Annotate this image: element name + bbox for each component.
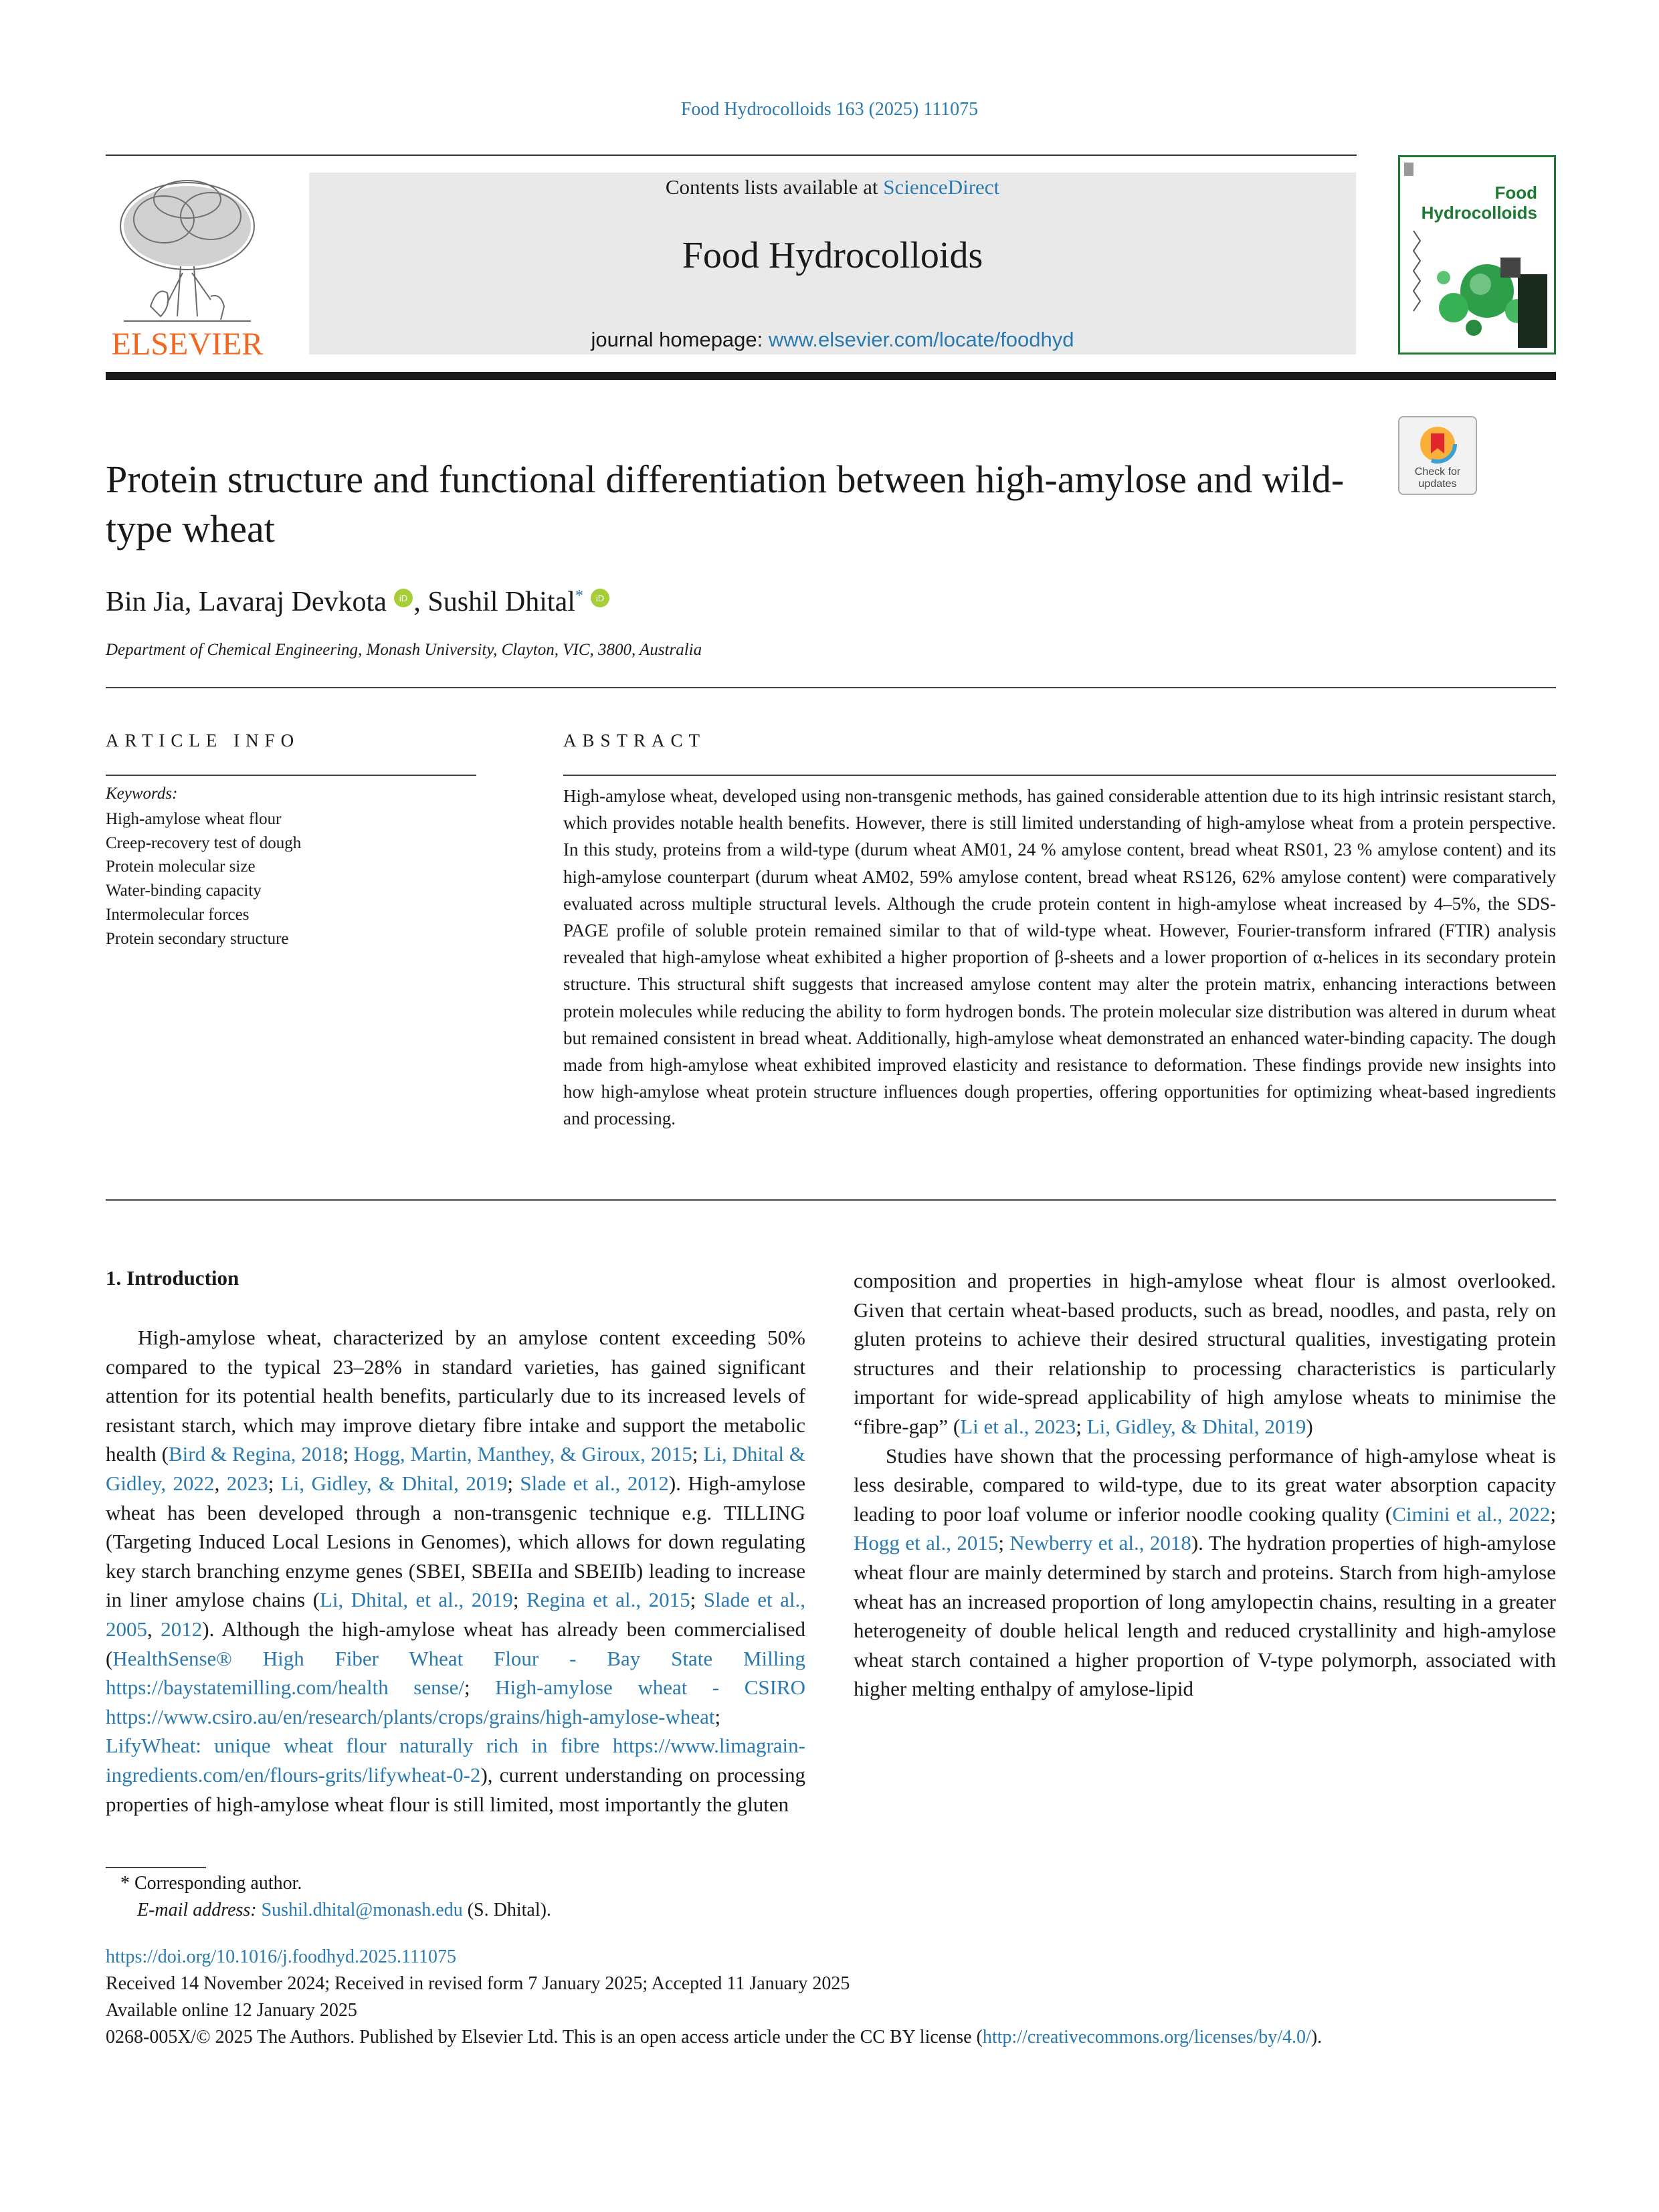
citation-link[interactable]: Slade et al., 2012	[520, 1471, 669, 1495]
citation-link[interactable]: Regina et al., 2015	[526, 1588, 690, 1612]
citation-link[interactable]: High-amylose wheat - CSIRO https://www.csiro.au/en/research/plants/crops/grains/high-amylose-wheat	[106, 1676, 806, 1728]
body-text: ). Although the high-amylose wheat has already been commercialised (	[106, 1617, 806, 1670]
keyword[interactable]: Creep-recovery test of dough	[106, 833, 302, 852]
article-title: Protein structure and functional differentiation between high-amylose and wild-type wheat	[106, 458, 1345, 550]
check-for-updates-icon	[1399, 417, 1476, 494]
received-dates: Received 14 November 2024; Received in revised form 7 January 2025; Accepted 11 January 2025	[106, 1973, 850, 1994]
elsevier-wordmark: ELSEVIER	[111, 326, 264, 360]
check-for-updates-button[interactable]	[1398, 416, 1477, 495]
svg-text:iD: iD	[399, 593, 408, 603]
author-list	[106, 586, 610, 618]
citation-link[interactable]: Li, Dhital & Gidley, 2022	[106, 1442, 805, 1495]
homepage-link[interactable]: www.elsevier.com/locate/foodhyd	[768, 328, 1074, 351]
header-rule	[106, 155, 1357, 156]
body-text: ). High-amylose wheat has been developed through a non-transgenic technique e.g. TILLING (Targeting Induced Local Lesions in Genomes), which allows for down regulating key starch branching enzyme genes (SBEI, SBEIIa and SBEIIb) leading to increase in liner amylose chains (	[106, 1471, 806, 1612]
elsevier-logo	[104, 173, 271, 360]
cover-title-line1: Food	[1494, 183, 1537, 203]
keyword[interactable]: High-amylose wheat flour	[106, 810, 282, 828]
svg-text:iD: iD	[596, 593, 605, 603]
keyword[interactable]: Protein secondary structure	[106, 929, 289, 948]
license-link[interactable]: http://creativecommons.org/licenses/by/4.0/	[982, 2027, 1311, 2047]
keywords-list	[106, 807, 301, 950]
author-separator: ,	[413, 587, 428, 617]
body-text: Studies have shown that the processing performance of high-amylose wheat is less desirable, compared to wild-type, due to its great water absorption capacity leading to poor loaf volume or inferior noodle cooking quality (	[854, 1443, 1556, 1526]
body-text: ,	[214, 1471, 227, 1495]
license-suffix: ).	[1310, 2027, 1323, 2047]
body-text: composition and properties in high-amylose wheat flour is almost overlooked. Given that certain wheat-based products, such as bread, noodles, and pasta, rely on gluten proteins to achieve their desired structural qualities, investigating protein structures and their relationship to processing characteristics is particularly important for wide-spread applicability of high amylose wheats to minimise the “fibre-gap” (	[854, 1269, 1556, 1438]
section-rule	[106, 1199, 1556, 1201]
sciencedirect-link[interactable]: ScienceDirect	[883, 175, 1000, 199]
body-column-right	[854, 1266, 1556, 1704]
check-updates-line2: updates	[1418, 478, 1457, 490]
abstract-text: High-amylose wheat, developed using non-transgenic methods, has gained considerable attention due to its high intrinsic resistant starch, which provides notable health benefits. However, there is still limited understanding of high-amylose wheat from a protein perspective. In this study, proteins from a wild-type (durum wheat AM01, 24 % amylose content, bread wheat RS01, 23 % amylose content) and its high-amylose counterpart (durum wheat AM02, 59% amylose content, bread wheat RS126, 62% amylose content) were comparatively evaluated across multiple structural levels. Although the crude protein content in high-amylose wheat increased by 4–5%, the SDS-PAGE profile of soluble protein remained similar to that of wild-type wheat. However, Fourier-transform infrared (FTIR) analysis revealed that high-amylose wheat exhibited a higher proportion of β-sheets and a lower proportion of α-helices in its secondary protein structure. This structural shift suggests that increased amylose content may alter the protein matrix, enhancing interactions between protein molecules while reducing the ability to form hydrogen bonds. The protein molecular size distribution was altered in durum wheat but remained consistent in bread wheat. Additionally, high-amylose wheat demonstrated an enhanced water-binding capacity. The dough made from high-amylose wheat exhibited improved elasticity and resistance to deformation. These findings provide new insights into how high-amylose wheat protein structure influences dough properties, offering opportunities for optimizing wheat-based ingredients and processing.	[563, 786, 1556, 1129]
author-name[interactable]: Sushil Dhital	[427, 587, 575, 617]
citation-link[interactable]: Li,	[1086, 1414, 1116, 1438]
author-separator: ,	[184, 587, 199, 617]
citation-link[interactable]: Li, Gidley, & Dhital, 2019	[280, 1471, 508, 1495]
orcid-icon[interactable]	[590, 588, 610, 608]
abstract-rule	[563, 775, 1556, 776]
email-note	[137, 1900, 551, 1921]
intro-paragraph-2	[854, 1441, 1556, 1704]
body-column-left	[106, 1323, 805, 1819]
abstract-heading: ABSTRACT	[563, 730, 706, 750]
body-text: ), current understanding on processing properties of high-amylose wheat flour is still limited, most importantly the gluten	[106, 1763, 805, 1816]
corresponding-author-note: * Corresponding author.	[120, 1873, 302, 1894]
keyword[interactable]: Water-binding capacity	[106, 882, 262, 900]
citation-link[interactable]: Li	[960, 1414, 984, 1438]
citation-link[interactable]: Cimini et al., 2022	[1392, 1502, 1551, 1526]
body-text: ;	[464, 1676, 496, 1700]
contents-line	[309, 175, 1356, 199]
intro-paragraph-1-continued	[854, 1266, 1556, 1441]
corresponding-mark[interactable]: *	[575, 587, 583, 605]
license-note	[106, 2027, 1322, 2048]
journal-homepage	[309, 328, 1356, 352]
citation-link[interactable]: Hogg, Martin, Manthey, & Giroux, 2015	[353, 1442, 692, 1466]
citation-link[interactable]: 2012	[161, 1617, 203, 1641]
body-text: ,	[147, 1617, 161, 1641]
affiliation: Department of Chemical Engineering, Monash University, Clayton, VIC, 3800, Australia	[106, 641, 702, 659]
cover-title-line2: Hydrocolloids	[1421, 203, 1537, 223]
article-info-heading: ARTICLE INFO	[106, 730, 300, 750]
body-text: ;	[714, 1704, 721, 1728]
introduction-heading: 1. Introduction	[106, 1266, 239, 1290]
citation-link[interactable]: Slade et al., 2005	[106, 1588, 805, 1641]
homepage-prefix: journal homepage:	[591, 328, 769, 351]
license-prefix: 0268-005X/© 2025 The Authors. Published by Elsevier Ltd. This is an open access article under the CC BY license (	[106, 2027, 983, 2047]
body-text: ;	[343, 1442, 354, 1466]
body-text: High-amylose wheat, characterized by an amylose content exceeding 50% compared to the typical 23–28% in standard varieties, has gained significant attention for its potential health benefits, particularly due to its increased levels of resistant starch, which may improve dietary fibre intake and support the metabolic health (	[106, 1326, 805, 1466]
footnote-rule	[106, 1867, 206, 1868]
citation-link[interactable]: Gidley, & Dhital, 2019	[1115, 1414, 1306, 1438]
body-text: ;	[268, 1471, 281, 1495]
article-info-rule	[106, 775, 476, 776]
email-label: E-mail address:	[137, 1900, 262, 1920]
doi-link[interactable]: https://doi.org/10.1016/j.foodhyd.2025.111075	[106, 1946, 456, 1967]
contents-prefix: Contents lists available at	[665, 175, 884, 199]
section-rule	[106, 687, 1556, 688]
journal-cover-image	[1400, 157, 1554, 353]
citation-link[interactable]: Hogg et al., 2015	[854, 1531, 999, 1555]
body-text: ;	[1076, 1414, 1087, 1438]
check-updates-line1: Check for	[1414, 466, 1461, 478]
citation-link[interactable]: Li, Dhital, et al., 2019	[319, 1588, 513, 1612]
orcid-icon[interactable]	[393, 588, 413, 608]
author-name[interactable]: Lavaraj Devkota	[198, 587, 387, 617]
available-online-date: Available online 12 January 2025	[106, 2000, 357, 2021]
body-text: ). The hydration properties of high-amylose wheat flour are mainly determined by starch and proteins. Starch from high-amylose wheat has an increased proportion of long amylopectin chains, resulting in a greater heterogeneity of double helical length and reduced crystallinity and high-amylose wheat starch contained a higher proportion of V-type polymorph, associated with higher melting enthalpy of amylose-lipid	[854, 1531, 1556, 1701]
keyword[interactable]: Intermolecular forces	[106, 905, 250, 924]
journal-citation[interactable]: Food Hydrocolloids 163 (2025) 111075	[680, 99, 979, 120]
author-name[interactable]: Bin Jia	[106, 587, 185, 617]
body-text: ;	[512, 1588, 526, 1612]
citation-link[interactable]: HealthSense® High Fiber Wheat Flour - Bay State Milling https://baystatemilling.com/health sense/	[106, 1646, 805, 1700]
body-text: ;	[507, 1471, 520, 1495]
body-text: ;	[998, 1531, 1010, 1555]
elsevier-tree-icon	[104, 173, 271, 360]
citation-link[interactable]: Bird & Regina, 2018	[168, 1442, 343, 1466]
keyword[interactable]: Protein molecular size	[106, 858, 256, 876]
body-text: )	[1306, 1414, 1313, 1438]
journal-cover[interactable]	[1398, 155, 1556, 355]
citation-link[interactable]: 2023	[226, 1471, 268, 1495]
header-thick-rule	[106, 372, 1556, 380]
email-suffix: (S. Dhital).	[462, 1900, 551, 1920]
email-link[interactable]: Sushil.dhital@monash.edu	[261, 1900, 463, 1920]
intro-paragraph-1	[106, 1323, 805, 1819]
body-text: ;	[690, 1588, 704, 1612]
citation-link[interactable]: et al., 2023	[983, 1414, 1076, 1438]
journal-name: Food Hydrocolloids	[682, 235, 983, 276]
body-text: ;	[692, 1442, 704, 1466]
keywords-label: Keywords:	[106, 785, 178, 803]
citation-link[interactable]: Newberry et al., 2018	[1009, 1531, 1191, 1555]
body-text: ;	[1550, 1502, 1556, 1526]
citation-link[interactable]: LifyWheat: unique wheat flour naturally rich in fibre https://www.limagrain-ingredients.com/en/flours-grits/lifywheat-0-2	[106, 1734, 805, 1787]
